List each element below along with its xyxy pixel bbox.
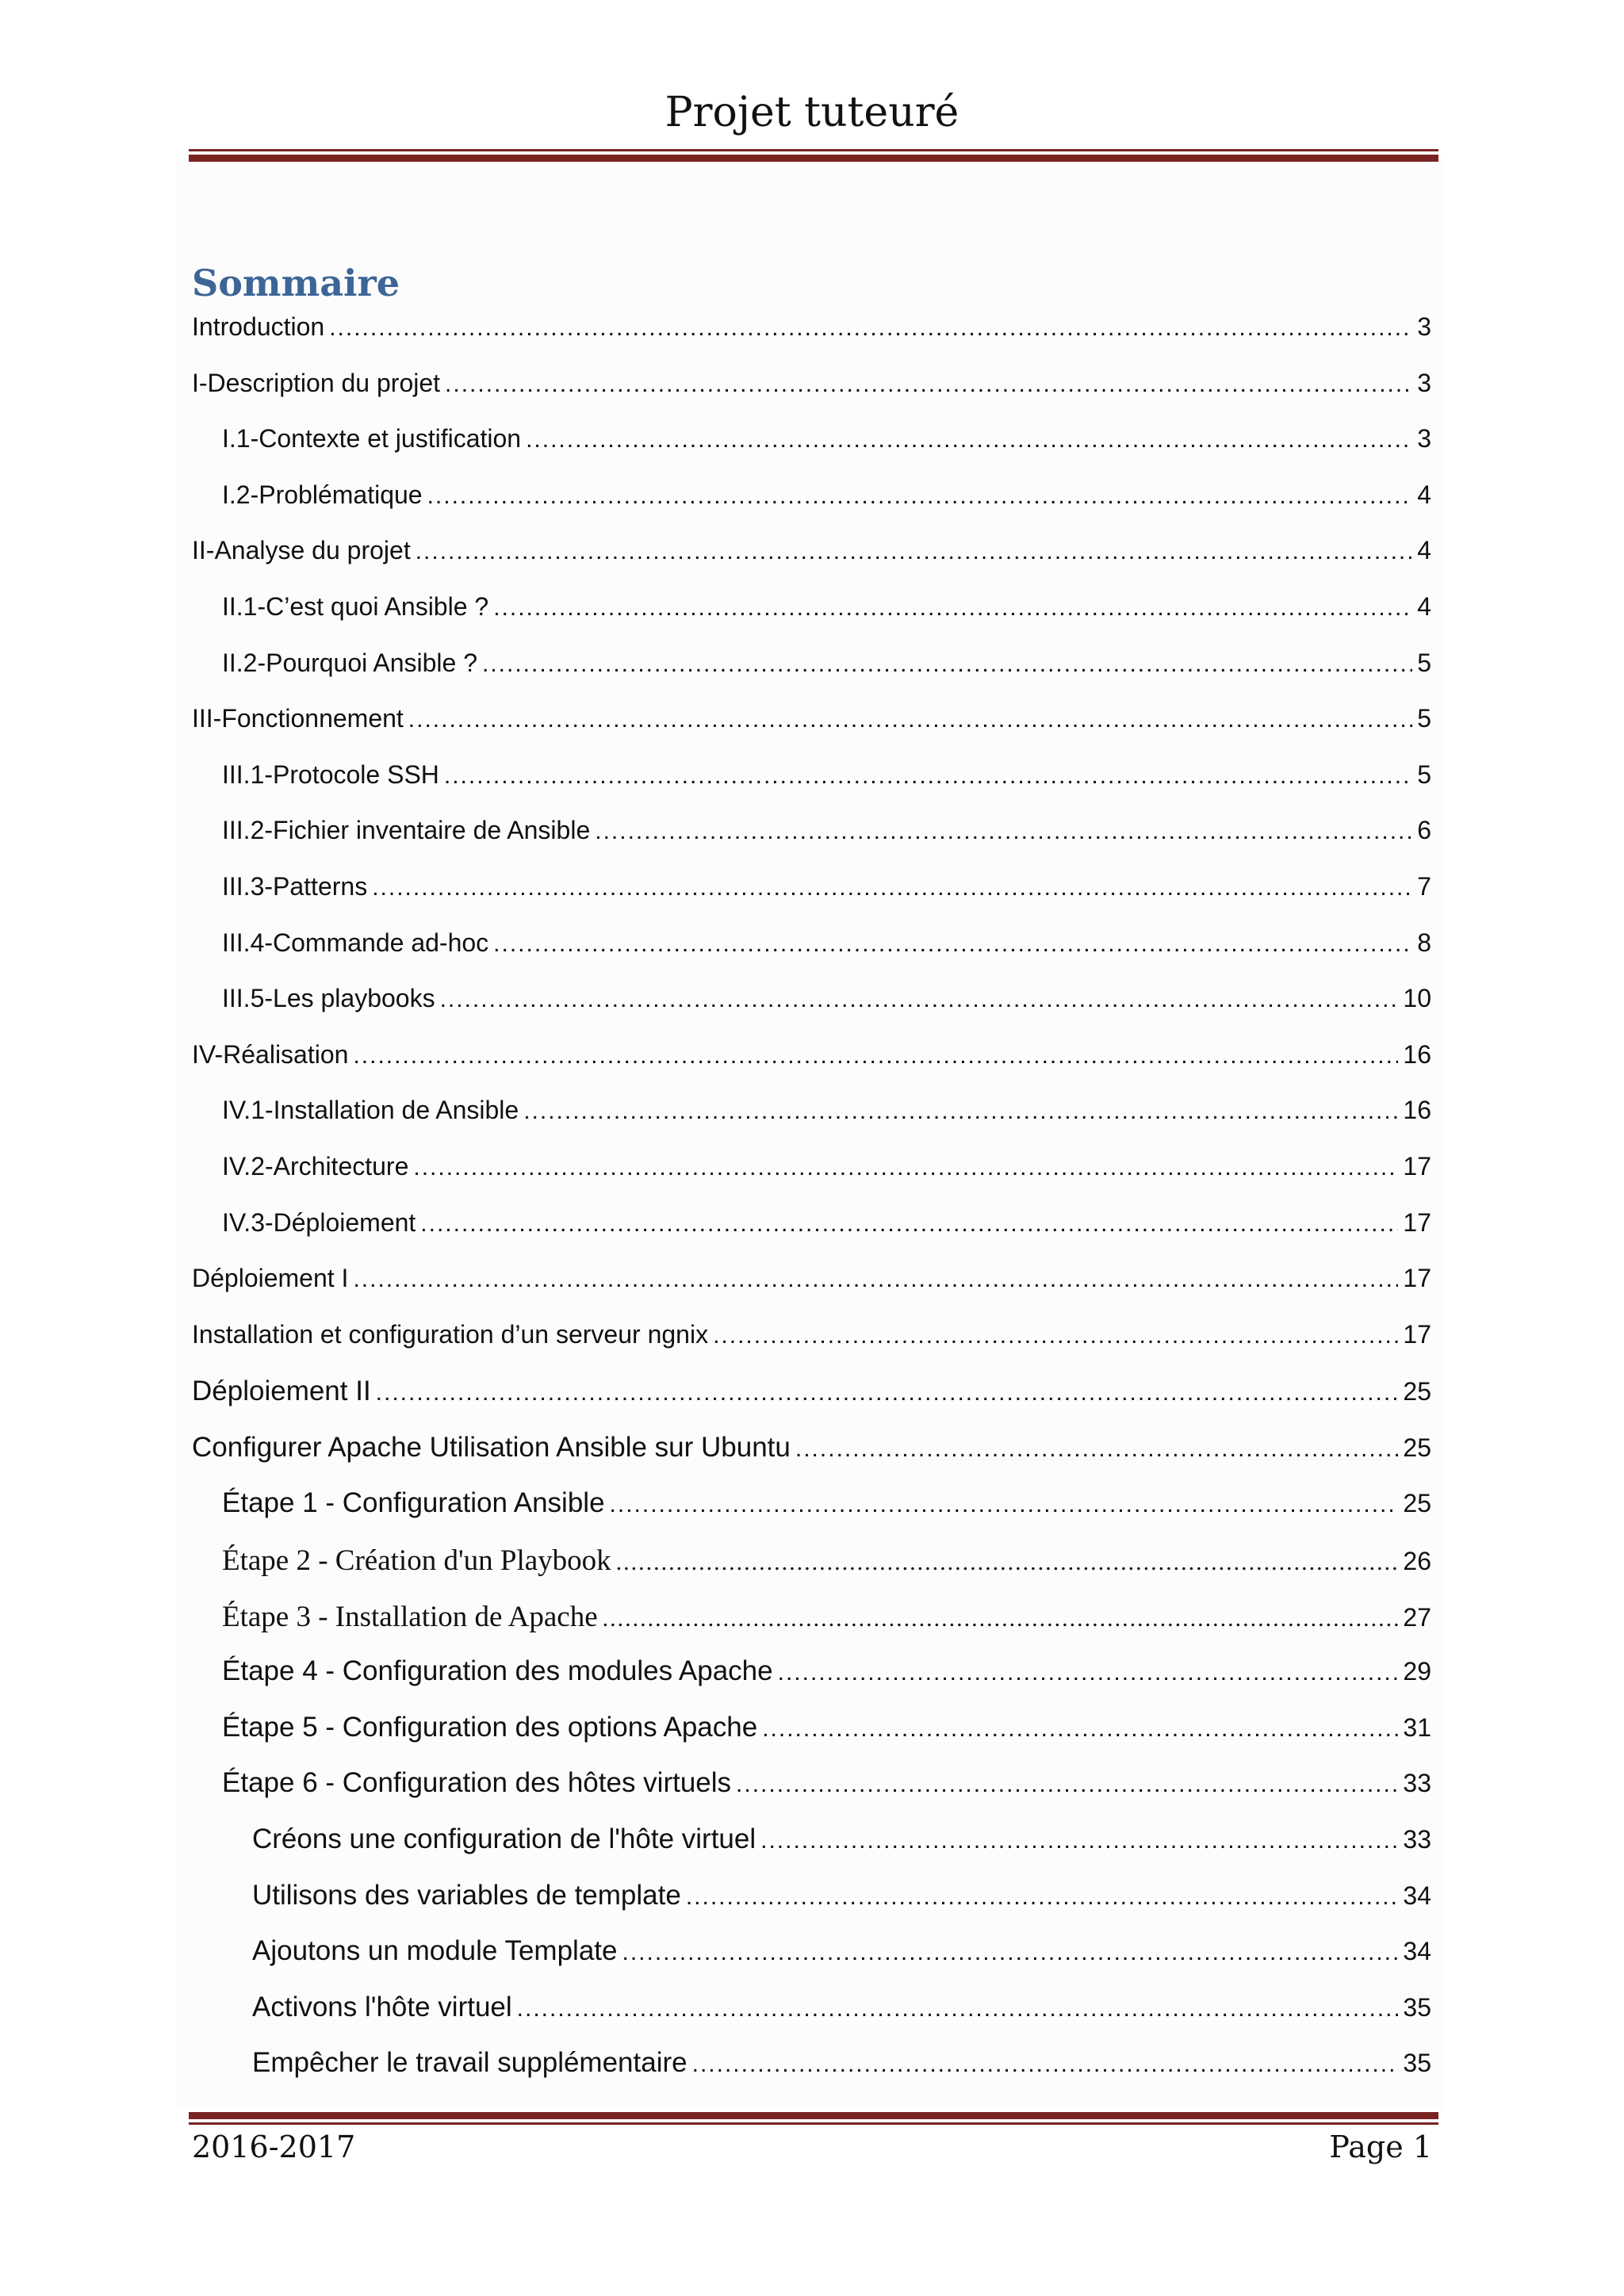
dot-leader (445, 371, 1412, 398)
dot-leader (416, 538, 1413, 565)
page-number: 4 (1417, 591, 1431, 621)
toc-entry[interactable]: II-Analyse du projet ..... 4 (192, 536, 1431, 592)
page-number: 17 (1403, 1207, 1431, 1237)
dot-leader (736, 1771, 1398, 1798)
toc-entry[interactable]: Ajoutons un module Template ..... 34 (192, 1935, 1431, 1992)
dot-leader (760, 1827, 1398, 1854)
dot-leader (420, 1211, 1398, 1238)
dot-leader (353, 1043, 1398, 1070)
toc-entry[interactable]: Étape 5 - Configuration des options Apache ..... 31 (192, 1712, 1431, 1768)
toc-entry[interactable]: III.2-Fichier inventaire de Ansible ..... 6 (192, 816, 1431, 872)
dot-leader (408, 706, 1412, 733)
page-number: 4 (1417, 536, 1431, 565)
dot-leader (595, 818, 1412, 845)
page-number: 16 (1403, 1039, 1431, 1069)
toc-entry[interactable]: IV.2-Architecture ..... 17 (192, 1152, 1431, 1208)
page-number: 33 (1403, 1825, 1431, 1854)
page-header-title: Projet tuteuré (665, 89, 959, 136)
page-number: 3 (1417, 368, 1431, 397)
dot-leader (413, 1154, 1398, 1181)
page-number: 31 (1403, 1712, 1431, 1742)
toc-entry[interactable]: Étape 3 - Installation de Apache ..... 27 (192, 1600, 1431, 1656)
dot-leader (778, 1659, 1399, 1686)
toc-entry[interactable]: Étape 2 - Création d'un Playbook ..... 26 (192, 1544, 1431, 1600)
page-number: 33 (1403, 1769, 1431, 1798)
dot-leader (610, 1491, 1399, 1518)
header-rule (189, 149, 1438, 162)
page-number: 34 (1403, 1881, 1431, 1910)
dot-leader (372, 874, 1412, 901)
toc-entry[interactable]: IV-Réalisation ..... 16 (192, 1040, 1431, 1096)
page-number: 17 (1403, 1319, 1431, 1349)
footer-rule (189, 2112, 1438, 2125)
page-number: 17 (1403, 1151, 1431, 1181)
page-number: 25 (1403, 1489, 1431, 1518)
dot-leader (482, 651, 1412, 678)
page-number: 34 (1403, 1937, 1431, 1966)
toc-entry[interactable]: III.1-Protocole SSH ..... 5 (192, 760, 1431, 817)
page-number: 3 (1417, 424, 1431, 453)
page-number: 3 (1417, 312, 1431, 341)
toc-entry[interactable]: IV.1-Installation de Ansible ..... 16 (192, 1096, 1431, 1152)
toc-entry[interactable]: I.1-Contexte et justification ..... 3 (192, 424, 1431, 480)
page-number: 5 (1417, 704, 1431, 733)
table-of-contents (192, 312, 1431, 2103)
dot-leader (795, 1436, 1399, 1463)
dot-leader (376, 1380, 1399, 1406)
dot-leader (517, 1996, 1399, 2022)
dot-leader (427, 483, 1413, 510)
dot-leader (329, 315, 1412, 342)
footer-year: 2016-2017 (192, 2130, 356, 2164)
page-number: 6 (1417, 816, 1431, 845)
dot-leader (353, 1266, 1398, 1293)
dot-leader (616, 1549, 1399, 1576)
dot-leader (603, 1605, 1399, 1632)
page-number: 10 (1403, 984, 1431, 1013)
toc-entry[interactable]: Étape 4 - Configuration des modules Apache ..... 29 (192, 1655, 1431, 1712)
toc-entry[interactable]: IV.3-Déploiement ..... 17 (192, 1208, 1431, 1265)
toc-entry[interactable]: Utilisons des variables de template ..... 34 (192, 1880, 1431, 1936)
dot-leader (493, 931, 1412, 958)
toc-entry[interactable]: Créons une configuration de l'hôte virtuel ..... 33 (192, 1823, 1431, 1880)
page-number: 5 (1417, 760, 1431, 789)
dot-leader (523, 1098, 1398, 1125)
toc-entry[interactable]: Déploiement I ..... 17 (192, 1264, 1431, 1320)
dot-leader (686, 1884, 1399, 1911)
dot-leader (493, 595, 1412, 622)
toc-entry[interactable]: III.4-Commande ad-hoc ..... 8 (192, 928, 1431, 985)
dot-leader (622, 1939, 1399, 1966)
dot-leader (444, 763, 1412, 790)
page-number: 26 (1403, 1547, 1431, 1576)
toc-entry[interactable]: Déploiement II ..... 25 (192, 1376, 1431, 1432)
toc-entry[interactable]: Activons l'hôte virtuel ..... 35 (192, 1992, 1431, 2048)
dot-leader (713, 1322, 1398, 1349)
page-number: 16 (1403, 1096, 1431, 1125)
page-number: 29 (1403, 1657, 1431, 1686)
page-number: 35 (1403, 2049, 1431, 2078)
page-number: 7 (1417, 871, 1431, 901)
toc-entry[interactable]: Configurer Apache Utilisation Ansible sur Ubuntu ..... 25 (192, 1432, 1431, 1488)
toc-entry[interactable]: Étape 6 - Configuration des hôtes virtuels ..... 33 (192, 1767, 1431, 1823)
toc-entry[interactable]: I.2-Problématique ..... 4 (192, 480, 1431, 537)
page-number: 5 (1417, 648, 1431, 677)
dot-leader (692, 2051, 1399, 2078)
page-number: 4 (1417, 480, 1431, 509)
footer-page-number: Page 1 (1329, 2130, 1432, 2164)
toc-entry[interactable]: III.5-Les playbooks ..... 10 (192, 984, 1431, 1040)
page-number: 17 (1403, 1264, 1431, 1293)
toc-entry[interactable]: Empêcher le travail supplémentaire ..... 35 (192, 2047, 1431, 2103)
page-number: 8 (1417, 928, 1431, 957)
page-number: 35 (1403, 1992, 1431, 2022)
page-number: 25 (1403, 1377, 1431, 1406)
toc-entry[interactable]: II.1-C’est quoi Ansible ? ..... 4 (192, 592, 1431, 649)
toc-entry[interactable]: Installation et configuration d’un serveur ngnix ..... 17 (192, 1320, 1431, 1376)
toc-entry[interactable]: III.3-Patterns ..... 7 (192, 872, 1431, 928)
dot-leader (762, 1716, 1398, 1743)
dot-leader (526, 427, 1412, 453)
page-number: 27 (1403, 1602, 1431, 1632)
toc-heading: Sommaire (192, 262, 400, 304)
toc-entry[interactable]: Étape 1 - Configuration Ansible ..... 25 (192, 1487, 1431, 1544)
page-number: 25 (1403, 1433, 1431, 1462)
toc-entry[interactable]: II.2-Pourquoi Ansible ? ..... 5 (192, 649, 1431, 705)
toc-entry[interactable]: III-Fonctionnement ..... 5 (192, 704, 1431, 760)
dot-leader (440, 986, 1399, 1013)
toc-entry[interactable]: Introduction ..... 3 (192, 312, 1431, 369)
toc-entry[interactable]: I-Description du projet ..... 3 (192, 369, 1431, 425)
